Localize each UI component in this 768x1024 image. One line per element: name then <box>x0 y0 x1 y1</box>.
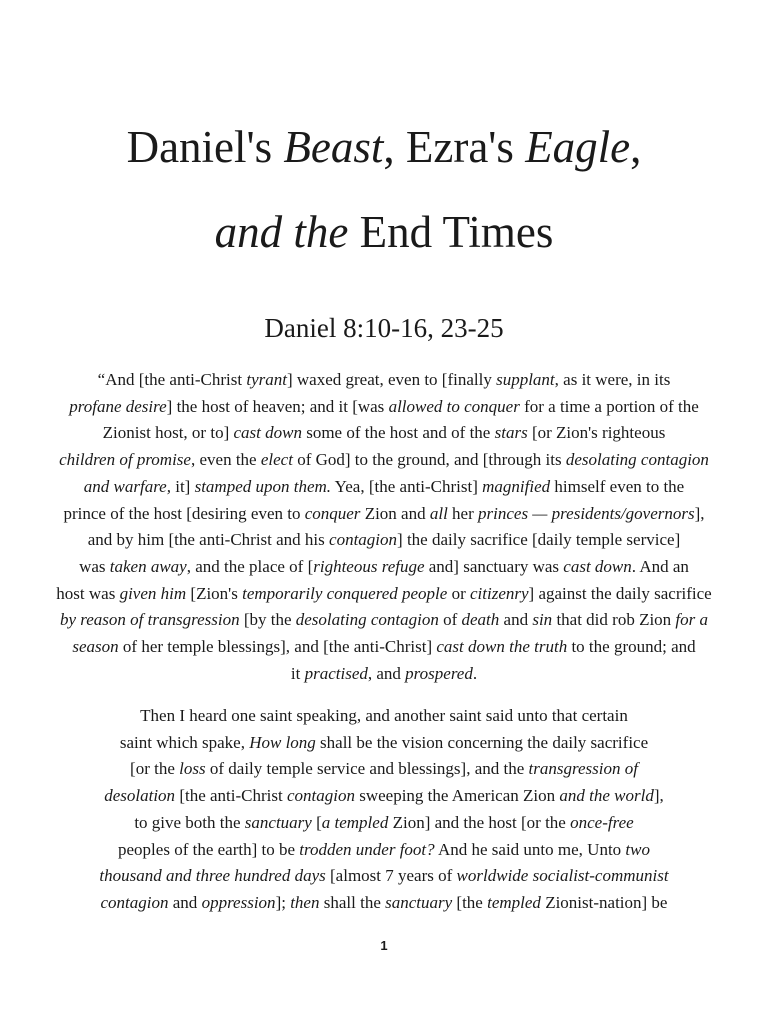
text-run: was <box>79 556 110 576</box>
italic-text: and the <box>214 207 349 257</box>
text-run: Zionist host, or to] <box>102 423 234 443</box>
text-run: ], <box>653 786 664 806</box>
text-run: Zion] and the host [or the <box>388 812 571 832</box>
text-run: , <box>630 122 642 172</box>
text-line <box>40 420 728 447</box>
text-run: , even the <box>190 450 261 470</box>
text-line <box>40 863 728 890</box>
italic-text: prospered <box>405 663 473 683</box>
italic-text: sanctuary <box>385 892 453 912</box>
text-run: [Zion's <box>186 583 243 603</box>
text-run: , Ezra's <box>383 122 526 172</box>
text-line <box>40 474 728 501</box>
italic-text: tyrant <box>246 370 287 389</box>
text-run: prince of the host [desiring even to <box>63 503 305 523</box>
text-run: and <box>168 892 202 912</box>
text-run: , and <box>367 663 406 683</box>
text-run: for a time a portion of the <box>519 396 699 416</box>
text-run: peoples of the earth] to be <box>118 839 300 859</box>
text-run: [by the <box>239 610 296 630</box>
text-run: ], <box>694 503 705 523</box>
italic-text: then <box>290 892 320 912</box>
italic-text: trodden under foot? <box>299 839 435 859</box>
paragraph-2 <box>40 703 728 917</box>
text-line <box>40 367 728 394</box>
italic-text: loss <box>179 759 206 779</box>
text-run: Then I heard one saint speaking, and another saint said unto that certain <box>140 706 628 725</box>
text-line <box>40 554 728 581</box>
title-line-1 <box>0 122 768 172</box>
text-run: it <box>290 663 305 683</box>
text-run: Yea, [the anti-Christ] <box>331 476 483 496</box>
text-run: [the anti-Christ <box>175 786 287 806</box>
italic-text: two <box>625 839 650 859</box>
paragraph-1 <box>40 367 728 687</box>
text-line <box>40 634 728 661</box>
title-line-2 <box>0 207 768 257</box>
text-line <box>40 890 728 917</box>
italic-text: oppression <box>201 892 276 912</box>
italic-text: children of promise <box>59 450 191 470</box>
italic-text: desolating contagion <box>565 450 709 470</box>
italic-text: contagion <box>100 892 169 912</box>
text-run: [almost 7 years of <box>325 866 457 886</box>
italic-text: death <box>461 610 500 630</box>
italic-text: citizenry <box>470 583 529 603</box>
text-run: to the ground; and <box>567 637 696 657</box>
text-run: Daniel's <box>126 122 284 172</box>
italic-text: practised <box>304 663 368 683</box>
italic-text: once-free <box>570 812 634 832</box>
text-run: [or Zion's righteous <box>527 423 666 443</box>
text-line <box>40 607 728 634</box>
italic-text: cast down the truth <box>436 637 568 657</box>
text-run: sweeping the American Zion <box>354 786 560 806</box>
italic-text: elect <box>260 450 293 470</box>
italic-text: conquer <box>304 503 361 523</box>
text-run: Zionist-nation] be <box>540 892 668 912</box>
text-run: host was <box>56 583 120 603</box>
italic-text: allowed to conquer <box>388 396 520 416</box>
text-line <box>40 810 728 837</box>
italic-text: righteous refuge <box>313 556 425 576</box>
italic-text: desolation <box>104 786 176 806</box>
text-line <box>40 837 728 864</box>
italic-text: templed <box>487 892 541 912</box>
text-run: shall be the vision concerning the daily sacrifice <box>315 732 649 752</box>
text-run: of her temple blessings], and [the anti-Christ] <box>118 637 437 657</box>
italic-text: by reason of transgression <box>59 610 240 630</box>
text-run: . And an <box>631 556 689 576</box>
italic-text: for a <box>675 610 709 630</box>
italic-text: contagion <box>329 530 398 550</box>
text-run: ] against the daily sacrifice <box>528 583 712 603</box>
italic-text: worldwide socialist-communist <box>456 866 669 886</box>
text-line <box>40 501 728 528</box>
text-run: and] sanctuary was <box>424 556 564 576</box>
italic-text: How long <box>249 732 316 752</box>
text-line <box>40 703 728 730</box>
text-run: , and the place of [ <box>186 556 314 576</box>
italic-text: season <box>72 637 119 657</box>
italic-text: profane desire <box>69 396 167 416</box>
text-run: it] <box>170 476 195 496</box>
italic-text: desolating contagion <box>295 610 439 630</box>
italic-text: and warfare, <box>83 476 171 496</box>
italic-text: and the world <box>559 786 654 806</box>
italic-text: cast down <box>563 556 632 576</box>
text-run: Zion and <box>360 503 430 523</box>
italic-text: a templed <box>321 812 389 832</box>
text-run: [ <box>311 812 322 832</box>
italic-text: cast down <box>233 423 302 443</box>
text-run: shall the <box>319 892 386 912</box>
italic-text: stamped upon them. <box>194 476 332 496</box>
text-run: “And [the anti-Christ <box>97 370 247 389</box>
text-run: And he said unto me, Unto <box>434 839 626 859</box>
italic-text: given him <box>119 583 187 603</box>
text-run: of God] to the ground, and [through its <box>292 450 566 470</box>
italic-text: all <box>429 503 448 523</box>
text-run: that did rob Zion <box>552 610 676 630</box>
text-run: himself even to the <box>550 476 685 496</box>
text-run: ] the daily sacrifice [daily temple service] <box>397 530 681 550</box>
text-run: ]; <box>275 892 291 912</box>
text-line <box>40 756 728 783</box>
italic-text: supplant <box>496 370 555 389</box>
italic-text: thousand and three hundred days <box>99 866 326 886</box>
italic-text: stars <box>494 423 528 443</box>
text-run: some of the host and of the <box>301 423 495 443</box>
italic-text: temporarily conquered people <box>242 583 448 603</box>
text-line <box>40 447 728 474</box>
italic-text: contagion <box>286 786 355 806</box>
text-run: End Times <box>348 207 554 257</box>
text-run: to give both the <box>134 812 245 832</box>
italic-text: sin <box>532 610 553 630</box>
italic-text: magnified <box>482 476 551 496</box>
text-run: of daily temple service and blessings], and the <box>205 759 529 779</box>
text-line <box>40 783 728 810</box>
text-line <box>40 730 728 757</box>
italic-text: taken away <box>109 556 187 576</box>
text-line <box>40 394 728 421</box>
text-line <box>40 527 728 554</box>
text-run: ] waxed great, even to [finally <box>286 370 497 389</box>
text-run: and by him [the anti-Christ and his <box>87 530 330 550</box>
italic-text: Eagle <box>525 122 631 172</box>
italic-text: sanctuary <box>244 812 312 832</box>
text-line <box>40 661 728 688</box>
text-run: . <box>472 663 478 683</box>
text-line <box>40 581 728 608</box>
text-run: her <box>447 503 479 523</box>
text-run: saint which spake, <box>119 732 250 752</box>
text-run: [the <box>452 892 488 912</box>
italic-text: princes — presidents/governors <box>478 503 695 523</box>
text-run: , as it were, in its <box>554 370 671 389</box>
italic-text: Beast <box>283 122 384 172</box>
page-number: 1 <box>380 938 388 953</box>
text-run: or <box>447 583 470 603</box>
text-run: ] the host of heaven; and it [was <box>166 396 389 416</box>
text-run: [or the <box>130 759 180 779</box>
scripture-reference: Daniel 8:10-16, 23-25 <box>264 313 504 343</box>
italic-text: transgression of <box>528 759 638 779</box>
text-run: of <box>438 610 462 630</box>
text-run: and <box>499 610 533 630</box>
